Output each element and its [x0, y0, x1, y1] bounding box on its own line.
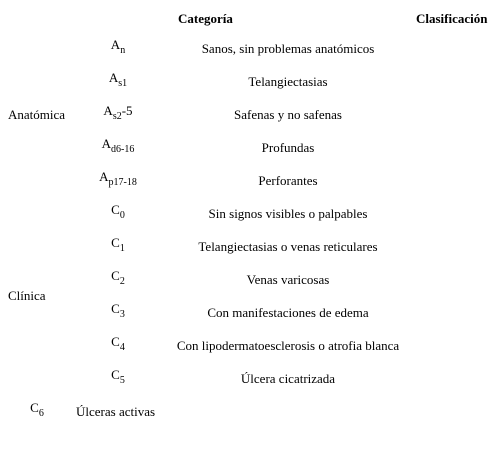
header-categoria: Categoría [178, 11, 233, 26]
code-subscript: 6 [38, 408, 44, 419]
code-subscript: s1 [118, 78, 128, 89]
group-label-anatomica: Anatómica [8, 107, 66, 122]
code-subscript: 2 [119, 276, 125, 287]
code-letter: C [111, 334, 120, 349]
code-letter: C [111, 202, 120, 217]
code-subscript: 4 [119, 342, 125, 353]
code-letter: C [111, 268, 120, 283]
code-letter: C [111, 235, 120, 250]
desc-cell: Telangiectasias o venas reticulares [198, 239, 378, 254]
desc-cell: Safenas y no safenas [234, 107, 342, 122]
code-letter: C [111, 367, 120, 382]
code-letter: C [30, 400, 39, 415]
code-letter: C [111, 301, 120, 316]
group-label-clinica: Clínica [8, 288, 46, 303]
code-subscript: p17-18 [108, 177, 137, 188]
code-subscript: 5 [119, 375, 125, 386]
desc-cell: Telangiectasias [248, 74, 328, 89]
code-subscript: s2 [112, 111, 122, 122]
code-subscript: 0 [119, 210, 125, 221]
desc-cell: Úlcera cicatrizada [240, 371, 336, 386]
desc-cell: Úlceras activas [76, 404, 156, 419]
desc-cell: Sin signos visibles o palpables [208, 206, 368, 221]
code-subscript: 3 [119, 309, 125, 320]
desc-cell: Sanos, sin problemas anatómicos [201, 41, 375, 56]
header-clasificacion: Clasificación [416, 11, 488, 26]
code-letter: A [108, 70, 119, 85]
desc-cell: Venas varicosas [246, 272, 330, 287]
code-letter: A [101, 136, 112, 151]
code-subscript: 1 [119, 243, 125, 254]
desc-cell: Perforantes [258, 173, 318, 188]
code-subscript: n [120, 45, 126, 56]
code-suffix: -5 [121, 103, 133, 118]
desc-cell: Con manifestaciones de edema [207, 305, 369, 320]
code-letter: A [103, 103, 113, 118]
code-letter: A [110, 37, 121, 52]
desc-cell: Con lipodermatoesclerosis o atrofia blanca [176, 338, 400, 353]
desc-cell: Profundas [261, 140, 315, 155]
code-cell [7, 401, 67, 419]
code-letter: A [99, 169, 109, 184]
code-subscript: d6-16 [111, 144, 135, 155]
